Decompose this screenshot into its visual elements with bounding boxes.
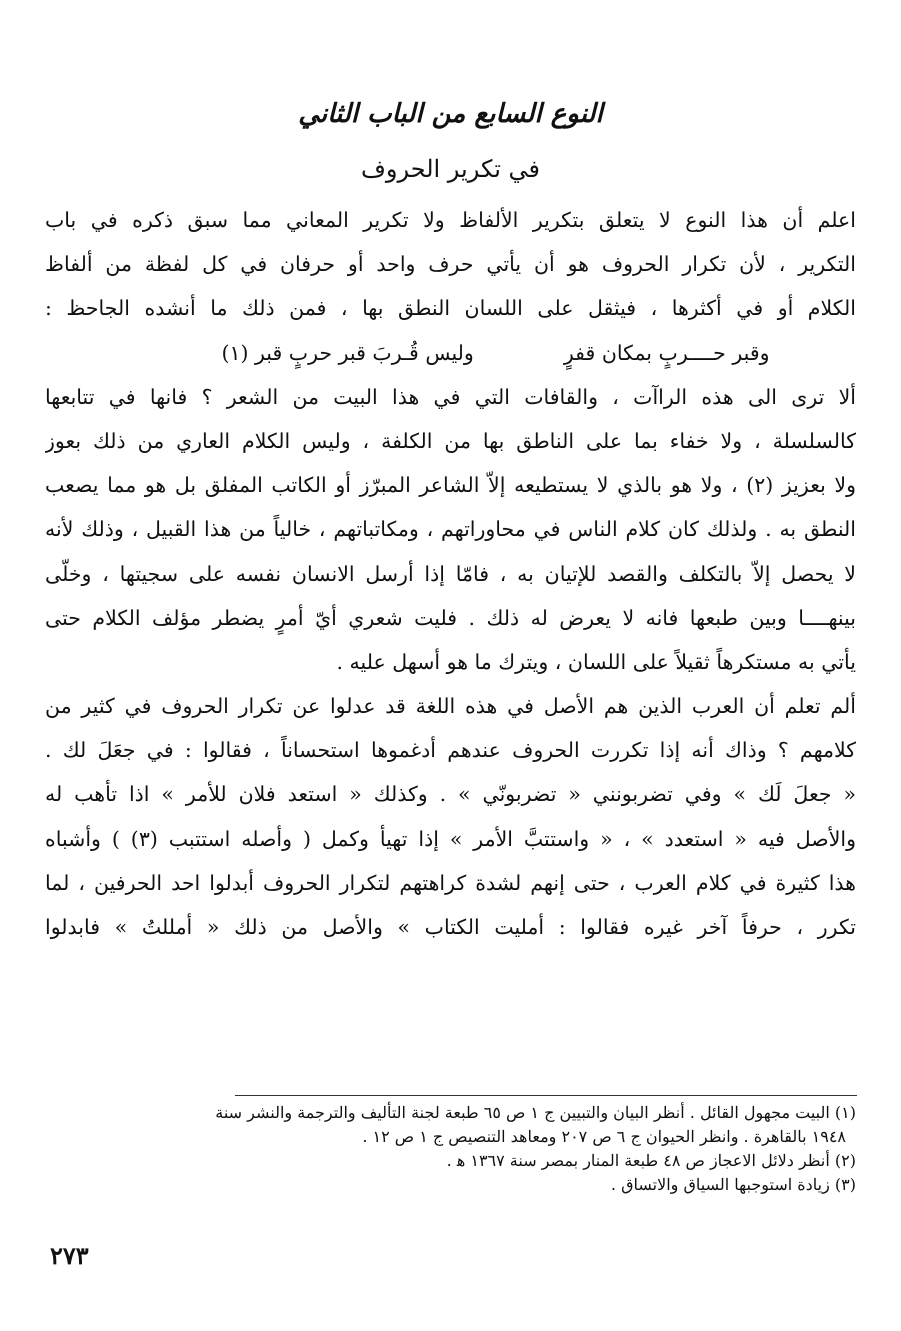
footnote: (٢) أنظر دلائل الاعجاز ص ٤٨ طبعة المنار بمصر سنة ١٣٦٧ ﻫ . [446, 1151, 856, 1170]
text-line: التكرير ، لأن تكرار الحروف هو أن يأتي حرف واحد أو حرفان في كل لفظة من ألفاظ [45, 252, 856, 277]
text-line: هذا كثيرة في كلام العرب ، حتى إنهم لشدة كراهتهم لتكرار الحروف أبدلوا احد الحرفين ، لما [45, 870, 856, 895]
page-number: ٢٧٣ [50, 1241, 89, 1270]
text-line: والأصل فيه « استعدد » ، « واستتبَّ الأمر » إذا تهيأ وكمل ( وأصله استتبب (٣) ) وأشباه [45, 826, 856, 851]
verse-second-hemistich: وليس قُـربَ قبر حربٍ قبر (١) [221, 340, 474, 365]
text-line: ولا بعزيز (٢) ، ولا هو بالذي لا يستطيعه إلاّ الشاعر المبرّز أو الكاتب المفلق بل هو مما يصعب [45, 473, 856, 498]
footnote-divider [235, 1095, 857, 1096]
section-subtitle: في تكرير الحروف [360, 155, 540, 183]
text-line: « جعلَ لَك » وفي تضربونني « تضربونّي » . وكذلك « استعد فلان للأمر » اذا تأهب له [45, 782, 856, 807]
verse-first-hemistich: وقبر حــــربٍ بمكان قفرٍ [563, 340, 770, 365]
text-line: يأتي به مستكرهاً ثقيلاً على اللسان ، ويترك ما هو أسهل عليه . [336, 649, 856, 674]
text-line: كلامهم ؟ وذاك أنه إذا تكررت الحروف عندهم أدغموها استحساناً ، فقالوا : في جعَلَ لك . [45, 738, 856, 763]
footnotes [45, 1101, 856, 1197]
footnote: (١) البيت مجهول القائل . أنظر البيان والتبيين ج ١ ص ٦٥ طبعة لجنة التأليف والترجمة والنشر سنة [215, 1103, 856, 1122]
text-line: ألم تعلم أن العرب الذين هم الأصل في هذه اللغة قد عدلوا عن تكرار الحروف في كثير من [45, 694, 856, 719]
footnote: (٣) زيادة استوجبها السياق والاتساق . [610, 1175, 856, 1194]
text-line: بينهــــا وبين طبعها فانه لا يعرض له ذلك . فليت شعري أيّ أمرٍ يضطر مؤلف الكلام حتى [45, 605, 856, 630]
text-line: الكلام أو في أكثرها ، فيثقل على اللسان النطق بها ، فمن ذلك ما أنشده الجاحظ : [45, 296, 856, 321]
chapter-title: النوع السابع من الباب الثاني [298, 99, 603, 129]
main-text [45, 198, 856, 949]
text-line: النطق به . ولذلك كان كلام الناس في محاوراتهم ، ومكاتباتهم ، خالياً من هذا القبيل ، وذلك لأنه [45, 517, 856, 542]
footnote-continuation: ١٩٤٨ بالقاهرة . وانظر الحيوان ج ٦ ص ٢٠٧ ومعاهد التنصيص ج ١ ص ١٢ . [362, 1127, 846, 1146]
text-line: كالسلسلة ، ولا خفاء بما على الناطق بها من الكلفة ، وليس الكلام العاري من ذلك بعوز [45, 428, 856, 453]
text-line: اعلم أن هذا النوع لا يتعلق بتكرير الألفاظ ولا تكرير المعاني مما سبق ذكره في باب [45, 208, 856, 232]
text-line: ألا ترى الى هذه الراآت ، والقافات التي في هذا البيت من الشعر ؟ فانها في تتابعها [45, 384, 856, 409]
text-line: لا يحصل إلاّ بالتكلف والقصد للإتيان به ، فامّا إذا أرسل الانسان نفسه على سجيتها ، وخلّى [45, 561, 856, 586]
text-line: تكرر ، حرفاً آخر غيره فقالوا : أمليت الكتاب » والأصل من ذلك « أمللتُ » فابدلوا [45, 915, 856, 939]
poetry-verse [45, 331, 856, 375]
